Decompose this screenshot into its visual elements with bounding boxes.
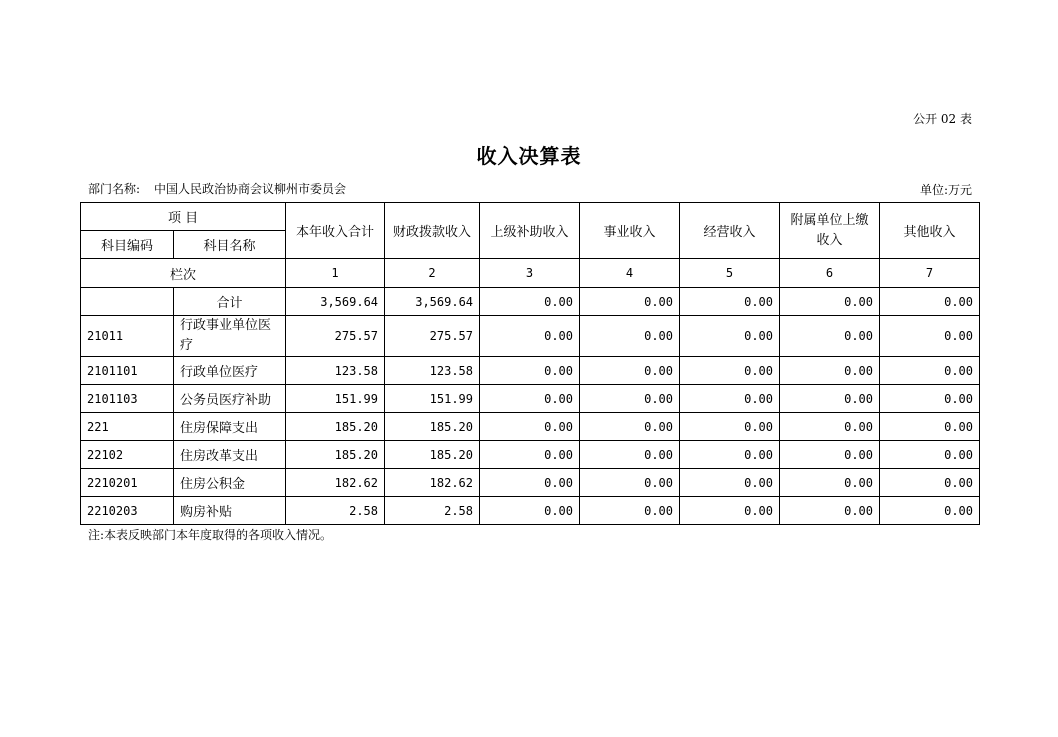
department-name: 中国人民政治协商会议柳州市委员会 <box>154 182 347 196</box>
col-index-label: 栏次 <box>81 259 286 288</box>
row-code: 221 <box>81 413 174 441</box>
income-table <box>80 202 980 525</box>
total-value: 0.00 <box>680 288 780 316</box>
col-number: 1 <box>286 259 385 288</box>
col-number: 4 <box>580 259 680 288</box>
row-name: 住房改革支出 <box>174 441 286 469</box>
row-value: 0.00 <box>880 413 980 441</box>
row-value: 185.20 <box>385 413 480 441</box>
row-name: 购房补贴 <box>174 497 286 525</box>
row-value: 0.00 <box>680 469 780 497</box>
row-value: 0.00 <box>680 385 780 413</box>
row-value: 0.00 <box>680 316 780 357</box>
col-number: 5 <box>680 259 780 288</box>
col-number: 3 <box>480 259 580 288</box>
table-row <box>81 497 980 525</box>
total-value: 3,569.64 <box>286 288 385 316</box>
row-value: 2.58 <box>286 497 385 525</box>
total-value: 3,569.64 <box>385 288 480 316</box>
row-value: 0.00 <box>780 357 880 385</box>
row-value: 185.20 <box>286 441 385 469</box>
footnote: 注:本表反映部门本年度取得的各项收入情况。 <box>88 528 333 542</box>
col-header-6: 附属单位上缴收入 <box>780 203 880 259</box>
header-row-1 <box>81 203 980 231</box>
row-value: 0.00 <box>580 357 680 385</box>
row-name: 公务员医疗补助 <box>174 385 286 413</box>
row-code: 2101103 <box>81 385 174 413</box>
row-code: 2210203 <box>81 497 174 525</box>
row-value: 0.00 <box>580 316 680 357</box>
row-value: 0.00 <box>480 316 580 357</box>
row-value: 0.00 <box>680 413 780 441</box>
row-value: 0.00 <box>680 497 780 525</box>
name-header: 科目名称 <box>174 231 286 259</box>
row-value: 185.20 <box>385 441 480 469</box>
department-line <box>88 180 346 197</box>
col-header-2: 财政拨款收入 <box>385 203 480 259</box>
row-value: 0.00 <box>880 469 980 497</box>
row-value: 151.99 <box>286 385 385 413</box>
row-value: 123.58 <box>385 357 480 385</box>
unit-label: 单位:万元 <box>919 183 972 197</box>
total-value: 0.00 <box>480 288 580 316</box>
col-number: 2 <box>385 259 480 288</box>
table-row <box>81 316 980 357</box>
row-value: 275.57 <box>385 316 480 357</box>
row-value: 0.00 <box>880 357 980 385</box>
col-header-4: 事业收入 <box>580 203 680 259</box>
table-row <box>81 357 980 385</box>
row-value: 0.00 <box>480 413 580 441</box>
row-value: 123.58 <box>286 357 385 385</box>
table-row <box>81 385 980 413</box>
row-value: 0.00 <box>780 413 880 441</box>
row-value: 275.57 <box>286 316 385 357</box>
total-row <box>81 288 980 316</box>
column-index-row <box>81 259 980 288</box>
row-value: 0.00 <box>580 497 680 525</box>
row-value: 0.00 <box>580 441 680 469</box>
row-value: 0.00 <box>880 497 980 525</box>
row-value: 0.00 <box>880 316 980 357</box>
row-code: 2210201 <box>81 469 174 497</box>
col-header-7: 其他收入 <box>880 203 980 259</box>
col-header-1: 本年收入合计 <box>286 203 385 259</box>
col-number: 7 <box>880 259 980 288</box>
row-value: 182.62 <box>385 469 480 497</box>
row-name: 行政事业单位医疗 <box>174 316 286 357</box>
row-name: 行政单位医疗 <box>174 357 286 385</box>
row-value: 0.00 <box>480 385 580 413</box>
total-code-cell <box>81 288 174 316</box>
row-value: 0.00 <box>780 441 880 469</box>
row-value: 0.00 <box>880 385 980 413</box>
col-header-5: 经营收入 <box>680 203 780 259</box>
row-value: 0.00 <box>480 357 580 385</box>
code-header: 科目编码 <box>81 231 174 259</box>
row-value: 0.00 <box>680 441 780 469</box>
row-value: 0.00 <box>780 316 880 357</box>
row-value: 2.58 <box>385 497 480 525</box>
group-header: 项 目 <box>81 203 286 231</box>
row-value: 0.00 <box>880 441 980 469</box>
total-value: 0.00 <box>580 288 680 316</box>
row-code: 21011 <box>81 316 174 357</box>
department-label: 部门名称: <box>88 182 141 196</box>
row-value: 0.00 <box>480 497 580 525</box>
row-value: 0.00 <box>480 469 580 497</box>
row-value: 0.00 <box>580 413 680 441</box>
total-label: 合计 <box>174 288 286 316</box>
total-value: 0.00 <box>780 288 880 316</box>
row-value: 0.00 <box>780 385 880 413</box>
row-value: 0.00 <box>780 497 880 525</box>
row-value: 151.99 <box>385 385 480 413</box>
row-value: 0.00 <box>480 441 580 469</box>
form-number: 公开 02 表 <box>913 112 972 126</box>
row-value: 185.20 <box>286 413 385 441</box>
page-title: 收入决算表 <box>476 144 582 168</box>
table-row <box>81 441 980 469</box>
row-value: 0.00 <box>580 385 680 413</box>
col-number: 6 <box>780 259 880 288</box>
table-row <box>81 413 980 441</box>
row-name: 住房公积金 <box>174 469 286 497</box>
row-value: 0.00 <box>780 469 880 497</box>
row-name: 住房保障支出 <box>174 413 286 441</box>
row-value: 0.00 <box>680 357 780 385</box>
row-value: 0.00 <box>580 469 680 497</box>
total-value: 0.00 <box>880 288 980 316</box>
row-code: 22102 <box>81 441 174 469</box>
row-code: 2101101 <box>81 357 174 385</box>
col-header-3: 上级补助收入 <box>480 203 580 259</box>
row-value: 182.62 <box>286 469 385 497</box>
table-row <box>81 469 980 497</box>
